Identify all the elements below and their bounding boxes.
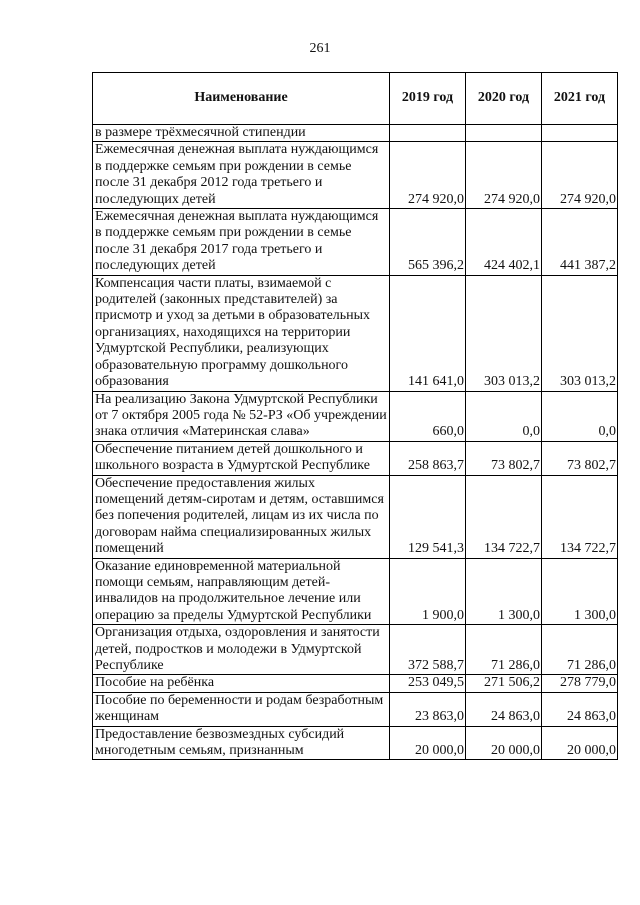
row-name: Обеспечение питанием детей дошкольного и школьного возраста в Удмуртской Республике bbox=[93, 441, 390, 475]
table-row bbox=[93, 209, 618, 276]
value-2019: 129 541,3 bbox=[390, 475, 466, 558]
value-2020 bbox=[466, 125, 542, 142]
value-2020: 20 000,0 bbox=[466, 726, 542, 760]
table-row bbox=[93, 275, 618, 391]
value-2019: 1 900,0 bbox=[390, 558, 466, 625]
table-row bbox=[93, 692, 618, 726]
table-row bbox=[93, 558, 618, 625]
value-2021: 303 013,2 bbox=[542, 275, 618, 391]
table-header bbox=[93, 73, 618, 125]
value-2019: 23 863,0 bbox=[390, 692, 466, 726]
header-name: Наименование bbox=[93, 73, 390, 125]
value-2021: 1 300,0 bbox=[542, 558, 618, 625]
value-2019: 565 396,2 bbox=[390, 209, 466, 276]
row-name: Предоставление безвозмездных субсидий многодетным семьям, признанным bbox=[93, 726, 390, 760]
value-2021: 0,0 bbox=[542, 391, 618, 441]
value-2020: 424 402,1 bbox=[466, 209, 542, 276]
value-2019: 372 588,7 bbox=[390, 625, 466, 675]
row-name: Компенсация части платы, взимаемой с родителей (законных представителей) за присмотр и уход за детьми в образовательных организациях, находящихся на территории Удмуртской Республики, реализующих образовательную программу дошкольного образования bbox=[93, 275, 390, 391]
value-2021: 73 802,7 bbox=[542, 441, 618, 475]
row-name: Оказание единовременной материальной помощи семьям, направляющим детей-инвалидов на продолжительное лечение или операцию за пределы Удмуртской Республики bbox=[93, 558, 390, 625]
value-2021: 278 779,0 bbox=[542, 675, 618, 692]
value-2019: 141 641,0 bbox=[390, 275, 466, 391]
table-row bbox=[93, 475, 618, 558]
value-2019: 660,0 bbox=[390, 391, 466, 441]
table-row bbox=[93, 441, 618, 475]
row-name: в размере трёхмесячной стипендии bbox=[93, 125, 390, 142]
value-2021: 274 920,0 bbox=[542, 142, 618, 209]
value-2020: 134 722,7 bbox=[466, 475, 542, 558]
row-name: Обеспечение предоставления жилых помещений детям-сиротам и детям, оставшимся без попечения родителей, лицам из их числа по договорам найма специализированных жилых помещений bbox=[93, 475, 390, 558]
value-2021: 24 863,0 bbox=[542, 692, 618, 726]
value-2020: 24 863,0 bbox=[466, 692, 542, 726]
row-name: Ежемесячная денежная выплата нуждающимся в поддержке семьям при рождении в семье после 31 декабря 2017 года третьего и последующих детей bbox=[93, 209, 390, 276]
row-name: Организация отдыха, оздоровления и занятости детей, подростков и молодежи в Удмуртской Республике bbox=[93, 625, 390, 675]
table-body bbox=[93, 125, 618, 760]
row-name: Пособие на ребёнка bbox=[93, 675, 390, 692]
value-2021: 20 000,0 bbox=[542, 726, 618, 760]
value-2020: 1 300,0 bbox=[466, 558, 542, 625]
page-number: 261 bbox=[309, 41, 331, 56]
table-row bbox=[93, 125, 618, 142]
value-2020: 271 506,2 bbox=[466, 675, 542, 692]
value-2019: 258 863,7 bbox=[390, 441, 466, 475]
header-2019: 2019 год bbox=[390, 73, 466, 125]
value-2019: 253 049,5 bbox=[390, 675, 466, 692]
value-2020: 274 920,0 bbox=[466, 142, 542, 209]
table-row bbox=[93, 625, 618, 675]
value-2021: 134 722,7 bbox=[542, 475, 618, 558]
header-row bbox=[93, 73, 618, 125]
row-name: На реализацию Закона Удмуртской Республики от 7 октября 2005 года № 52-РЗ «Об учреждении знака отличия «Материнская слава» bbox=[93, 391, 390, 441]
header-2021: 2021 год bbox=[542, 73, 618, 125]
value-2021 bbox=[542, 125, 618, 142]
table-row bbox=[93, 726, 618, 760]
value-2021: 71 286,0 bbox=[542, 625, 618, 675]
value-2020: 0,0 bbox=[466, 391, 542, 441]
table-row bbox=[93, 142, 618, 209]
table-row bbox=[93, 391, 618, 441]
table-row bbox=[93, 675, 618, 692]
value-2020: 71 286,0 bbox=[466, 625, 542, 675]
header-2020: 2020 год bbox=[466, 73, 542, 125]
value-2020: 303 013,2 bbox=[466, 275, 542, 391]
row-name: Пособие по беременности и родам безработным женщинам bbox=[93, 692, 390, 726]
value-2019: 274 920,0 bbox=[390, 142, 466, 209]
budget-table bbox=[92, 72, 618, 760]
value-2020: 73 802,7 bbox=[466, 441, 542, 475]
row-name: Ежемесячная денежная выплата нуждающимся в поддержке семьям при рождении в семье после 31 декабря 2012 года третьего и последующих детей bbox=[93, 142, 390, 209]
value-2021: 441 387,2 bbox=[542, 209, 618, 276]
value-2019 bbox=[390, 125, 466, 142]
value-2019: 20 000,0 bbox=[390, 726, 466, 760]
